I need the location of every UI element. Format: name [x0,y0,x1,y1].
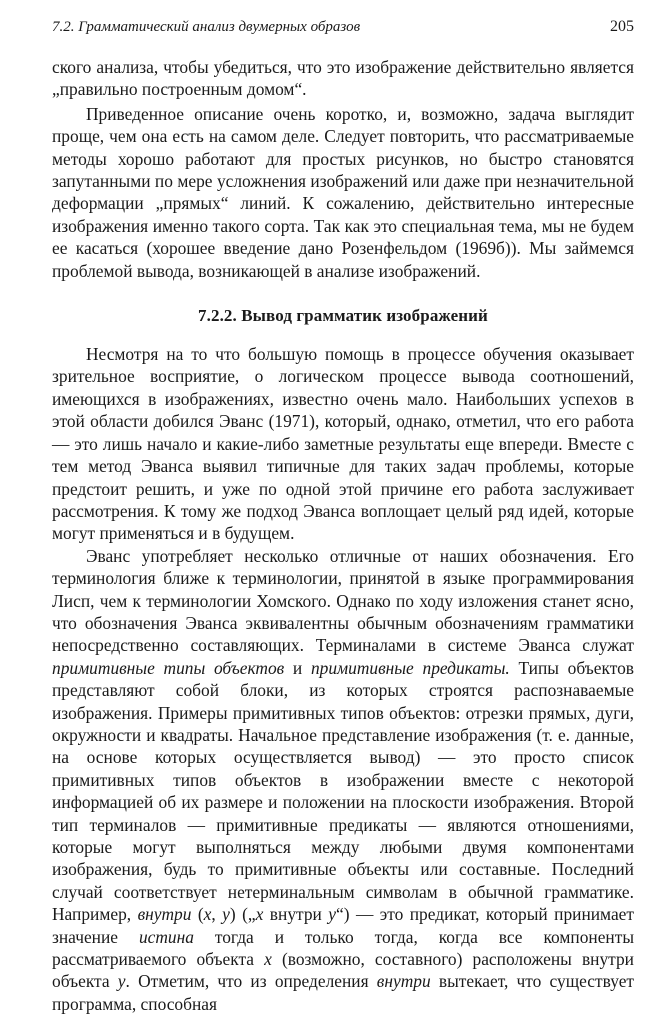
paragraph-continuation: ского анализа, чтобы убедиться, что это изображение действительно является „правильно построенным домом“. [52,57,634,100]
paragraph-description: Приведенное описание очень коротко, и, возможно, задача выглядит проще, чем она есть на самом деле. Следует повторить, что рассматриваемые методы хорошо работают для простых рисунков, но быстро становятся запутанными по мере усложнения изображений или даже при незначительной деформации „прямых“ линий. К сожалению, действительно интересные изображения именно такого сорта. Так как это специальная тема, мы не будем ее касаться (хорошее введение дано Розенфельдом (1969б)). Мы займемся проблемой вывода, возникающей в анализе изображений. [52,103,634,281]
text-span: (возможно, составного) расположены внутри объекта [52,949,634,992]
text-span: тогда и только тогда, когда все компоненты рассматриваемого объекта [52,926,635,970]
running-title: 7.2. Грамматический анализ двумерных образов [52,19,361,35]
page-number: 205 [610,18,634,35]
text-span: ( [191,904,204,925]
section-heading: 7.2.2. Вывод грамматик изображений [198,306,488,326]
text-span: внутри [263,904,329,925]
text-span: вытекает, что существует программа, способная [52,971,635,1014]
term-inside: внутри [137,904,192,925]
paragraph-evans-notation [52,545,634,1015]
text-span: Типы объектов представляют собой блоки, из которых строятся распознаваемые изображения. Примеры примитивных типов объектов: отрезки прямых, дуги, окружности и квадраты. Начальное представление изображения (т. е. данные, на основе которых осуществляется вывод) — это просто список примитивных типов объектов в изображении вместе с некоторой информацией об их размере и положении на плоскости изображения. Второй тип терминалов — примитивные предикаты — являются отношениями, которые могут выполняться между любыми двумя компонентами изображения, будь то примитивные объекты или составные. Последний случай соответствует нетерминальным символам в обычной грамматике. Например, [52,657,634,925]
var-x: x [203,904,212,925]
var-x: x [264,949,272,970]
var-x: x [255,904,264,925]
running-header [52,18,634,36]
text-span: ) („ [229,904,256,925]
var-y: y [222,904,230,925]
book-page [52,18,634,1015]
term-primitive-object-types: примитивные типы объектов [52,657,285,678]
paragraph-evans-intro: Несмотря на то что большую помощь в процессе обучения оказывает зрительное восприятие, о логическом процессе вывода соотношений, имеющихся в изображениях, известно очень мало. Наибольших успехов в этой области добился Эванс (1971), который, однако, отметил, что его работа — это лишь начало и какие-либо заметные результаты еще впереди. Вместе с тем метод Эванса выявил типичные для таких задач проблемы, которые предстоит решить, и уже по одной этой причине его работа заслуживает рассмотрения. К тому же подход Эванса воплощает целый ряд идей, которые могут применяться и в будущем. [52,344,634,544]
term-true: истина [138,926,194,947]
term-primitive-predicates: примитивные предикаты. [310,657,510,678]
text-span: и [284,657,311,678]
var-y: y [117,971,126,992]
text-span: Эванс употребляет несколько отличные от наших обозначения. Его терминология ближе к терминологии, принятой в языке программирования Лисп, чем к терминологии Хомского. Однако по ходу изложения станет ясно, что обозначения Эванса эквивалентны обычным обозначениям грамматики непосредственно составляющих. Терминалами в системе Эванса служат [52,545,634,656]
text-span: . Отметим, что из определения [125,971,377,992]
term-inside: внутри [376,971,431,992]
text-span: , [211,904,223,925]
text-span: “) — это предикат, который принимает значение [52,904,634,947]
var-y: y [328,904,337,925]
